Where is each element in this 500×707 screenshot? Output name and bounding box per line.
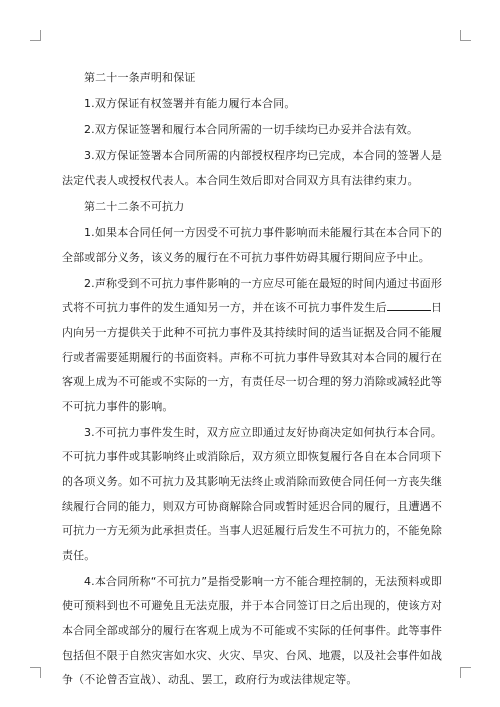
- clause-paragraph: 1.如果本合同任何一方因受不可抗力事件影响而未能履行其在本合同下的全部或部分义务，该义务的履行在不可抗力事件妨碍其履行期间应予中止。: [62, 226, 442, 264]
- crop-mark-bottom-right: [460, 667, 471, 678]
- clause-paragraph: 2.双方保证签署和履行本合同所需的一切手续均已办妥并合法有效。: [84, 123, 419, 137]
- crop-mark-top-left: [30, 30, 41, 41]
- section-heading: 第二十一条声明和保证: [84, 71, 196, 84]
- clause-paragraph-with-blank: [62, 272, 442, 420]
- clause-paragraph: 3.不可抗力事件发生时，双方应立即通过友好协商决定如何执行本合同。不可抗力事件或其影响终止或消除后，双方须立即恢复履行各自在本合同项下的各项义务。如不可抗力及其影响无法终止或消除而致使合同任何一方丧失继续履行合同的能力，则双方可协商解除合同或暂时延迟合同的履行，且遭遇不可抗力一方无须为此承担责任。当事人迟延履行后发生不可抗力的，不能免除责任。: [62, 425, 442, 562]
- clause-paragraph: 1.双方保证有权签署并有能力履行本合同。: [84, 97, 296, 111]
- fill-in-blank[interactable]: [387, 298, 431, 311]
- document-body: [62, 66, 442, 694]
- clause-text-before-blank: 2.声称受到不可抗力事件影响的一方应尽可能在最短的时间内通过书面形式将不可抗力事件的发生通知另一方，并在该不可抗力事件发生后: [62, 276, 442, 315]
- section-heading: 第二十二条不可抗力: [84, 199, 185, 213]
- crop-mark-top-right: [460, 30, 471, 41]
- clause-paragraph: 4.本合同所称“不可抗力”是指受影响一方不能合理控制的，无法预料或即使可预料到也不可避免且无法克服，并于本合同签订日之后出现的，使该方对本合同全部或部分的履行在客观上成为不可能或不实际的任何事件。此等事件包括但不限于自然灾害如水灾、火灾、旱灾、台风、地震，以及社会事件如战争（不论曾否宣战）、动乱、罢工，政府行为或法律规定等。: [62, 574, 442, 687]
- clause-paragraph: 3.双方保证签署本合同所需的内部授权程序均已完成，本合同的签署人是法定代表人或授权代表人。本合同生效后即对合同双方具有法律约束力。: [62, 149, 442, 187]
- crop-mark-bottom-left: [30, 667, 41, 678]
- clause-text-after-blank: 日内向另一方提供关于此种不可抗力事件及其持续时间的适当证据及合同不能履行或者需要延期履行的书面资料。声称不可抗力事件导致其对本合同的履行在客观上成为不可能或不实际的一方，有责任尽一切合理的努力消除或减轻此等不可抗力事件的影响。: [62, 301, 442, 413]
